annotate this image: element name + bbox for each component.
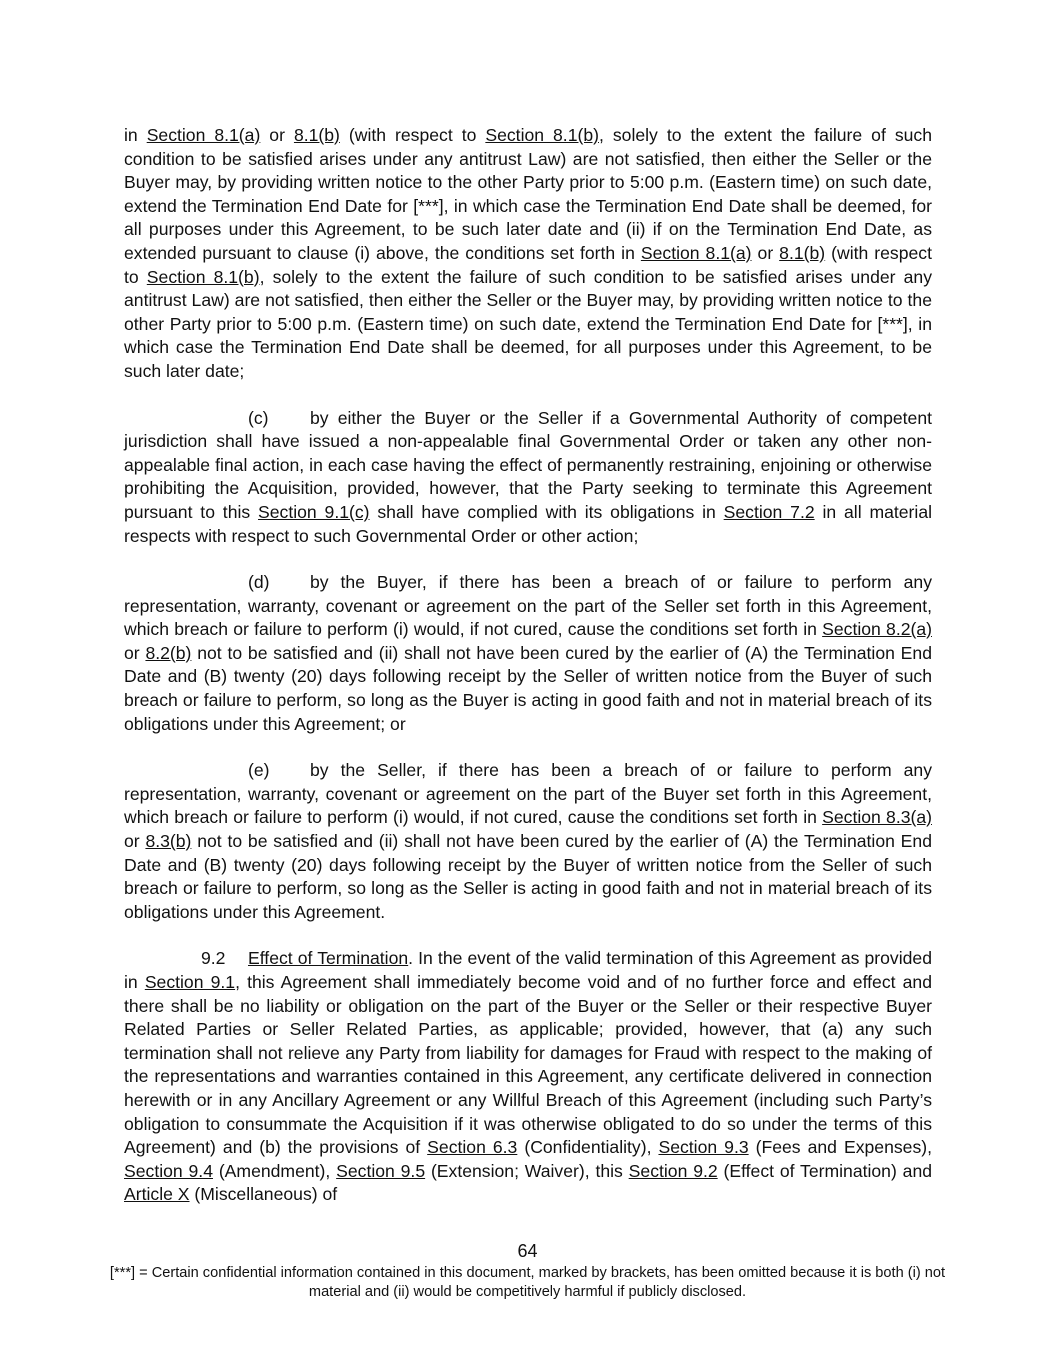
text-run: (with respect to bbox=[339, 125, 486, 145]
clause-label-d: (d) bbox=[248, 572, 270, 593]
cross-reference: Section 9.5 bbox=[336, 1160, 426, 1181]
text-run: (Extension; Waiver), this bbox=[425, 1160, 629, 1181]
clause-label-e: (e) bbox=[248, 760, 270, 781]
cross-reference: Section 8.3(a) bbox=[822, 807, 932, 828]
clause-d-text bbox=[124, 572, 932, 734]
text-run: (Amendment), bbox=[212, 1160, 337, 1181]
cross-reference: Section 9.2 bbox=[628, 1160, 718, 1181]
text-run: or bbox=[124, 642, 146, 663]
paragraph-clause-d bbox=[124, 571, 932, 736]
text-run: (Miscellaneous) of bbox=[189, 1184, 338, 1205]
section-number: 9.2 bbox=[201, 948, 226, 969]
text-run: in all material respects with respect to such Governmental Order or other action; bbox=[124, 501, 933, 546]
page-number: 64 bbox=[517, 1241, 538, 1261]
cross-reference: Section 7.2 bbox=[723, 501, 815, 522]
text-run: , solely to the extent the failure of such condition to be satisfied arises under any antitrust Law) are not satisfied, then either the Seller or the Buyer may, by providing written notice to the other Party prior to 5:00 p.m. (Eastern time) on such date, extend the Termination End Date for [***], in which case the Termination End Date shall be deemed, for all purposes under this Agreement, to be such later date and (ii) if on the Termination End Date, as extended pursuant to clause (i) above, the conditions set forth in bbox=[124, 125, 932, 263]
text-run: . In the event of the valid termination of this Agreement as provided in bbox=[124, 948, 932, 992]
section-title: Effect of Termination bbox=[248, 948, 409, 969]
section-9-2 bbox=[124, 947, 932, 1207]
paragraph-clause-e bbox=[124, 759, 932, 924]
clause-c-text bbox=[124, 408, 932, 546]
text-run: (with respect to bbox=[124, 242, 932, 287]
text-run: shall have complied with its obligations in bbox=[369, 501, 724, 522]
section-9-2-text bbox=[124, 948, 932, 1204]
text-run: or bbox=[751, 242, 780, 263]
cross-reference: 8.1(b) bbox=[293, 125, 340, 145]
cross-reference: Section 8.1(a) bbox=[640, 242, 752, 263]
text-run: by the Buyer, if there has been a breach of or failure to perform any representation, warranty, covenant or agreement on the part of the Seller set forth in this Agreement, which breach or failure to perform (i) would, if not cured, cause the conditions set forth in bbox=[124, 572, 932, 640]
text-run: in bbox=[124, 125, 147, 145]
text-run: , solely to the extent the failure of such condition to be satisfied arises under any antitrust Law) are not satisfied, then either the Seller or the Buyer may, by providing written notice to the other Party prior to 5:00 p.m. (Eastern time) on such date, extend the Termination End Date for [***], in which case the Termination End Date shall be deemed, for all purposes under this Agreement, to be such later date; bbox=[124, 266, 932, 381]
cross-reference: Section 9.1(c) bbox=[258, 501, 370, 522]
text-run: not to be satisfied and (ii) shall not have been cured by the earlier of (A) the Termination End Date and (B) twenty (20) days following receipt by the Buyer of written notice from the Seller of such breach or failure to perform, so long as the Seller is acting in good faith and not in material breach of its obligations under this Agreement. bbox=[124, 831, 932, 922]
cross-reference: Section 9.3 bbox=[658, 1137, 749, 1158]
document-page bbox=[124, 124, 932, 1207]
paragraph-clause-c bbox=[124, 407, 932, 549]
cross-reference: Article X bbox=[124, 1184, 190, 1205]
cross-reference: Section 8.1(b) bbox=[146, 266, 260, 287]
text-run: (Effect of Termination) and bbox=[717, 1160, 933, 1181]
cross-reference: Section 6.3 bbox=[427, 1137, 518, 1158]
cross-reference: Section 9.1 bbox=[144, 972, 236, 992]
cross-reference: Section 8.1(a) bbox=[146, 125, 261, 145]
text-run: by the Seller, if there has been a breach of or failure to perform any representation, warranty, covenant or agreement on the part of the Buyer set forth in this Agreement, which breach or failure to perform (i) would, if not cured, cause the conditions set forth in bbox=[124, 760, 932, 828]
text-run: or bbox=[124, 831, 146, 852]
text-run: or bbox=[260, 125, 294, 145]
text-run: by either the Buyer or the Seller if a Governmental Authority of competent jurisdiction shall have issued a non-appealable final Governmental Order or taken any other non-appealable final action, in each case having the effect of permanently restraining, enjoining or otherwise prohibiting the Acquisition, provided, however, that the Party seeking to terminate this Agreement pursuant to this bbox=[124, 407, 932, 522]
cross-reference: 8.3(b) bbox=[145, 831, 192, 852]
confidentiality-footnote: [***] = Certain confidential information contained in this document, marked by brackets, has been omitted because it is both (i) not material and (ii) would be competitively harmful if publicly disclosed. bbox=[109, 1265, 946, 1300]
cross-reference: Section 9.4 bbox=[124, 1160, 213, 1181]
clause-label-c: (c) bbox=[248, 407, 269, 428]
text-run: , this Agreement shall immediately become void and of no further force and effect and there shall be no liability or obligation on the part of the Buyer or the Seller or their respective Buyer Related Parties or Seller Related Parties, as applicable; provided, however, that (a) any such termination shall not relieve any Party from liability for damages for Fraud with respect to the making of the representations and warranties contained in this Agreement, any certificate delivered in connection herewith or in any Ancillary Agreement or any Willful Breach of this Agreement (including such Party’s obligation to consummate the Acquisition if it was otherwise obligated to do so under the terms of this Agreement) and (b) the provisions of bbox=[124, 972, 932, 1158]
clause-e-text bbox=[124, 760, 932, 922]
cross-reference: Section 8.2(a) bbox=[822, 619, 932, 640]
cross-reference: Section 8.1(b) bbox=[485, 125, 599, 145]
paragraph-continuation bbox=[124, 124, 932, 384]
text-run: (Confidentiality), bbox=[517, 1137, 659, 1158]
cross-reference: 8.2(b) bbox=[145, 642, 192, 663]
text-run: (Fees and Expenses), bbox=[748, 1137, 932, 1158]
text-run: not to be satisfied and (ii) shall not have been cured by the earlier of (A) the Termination End Date and (B) twenty (20) days following receipt by the Seller of written notice from the Buyer of such breach or failure to perform, so long as the Buyer is acting in good faith and not in material breach of its obligations under this Agreement; or bbox=[124, 642, 932, 734]
cross-reference: 8.1(b) bbox=[779, 242, 826, 263]
